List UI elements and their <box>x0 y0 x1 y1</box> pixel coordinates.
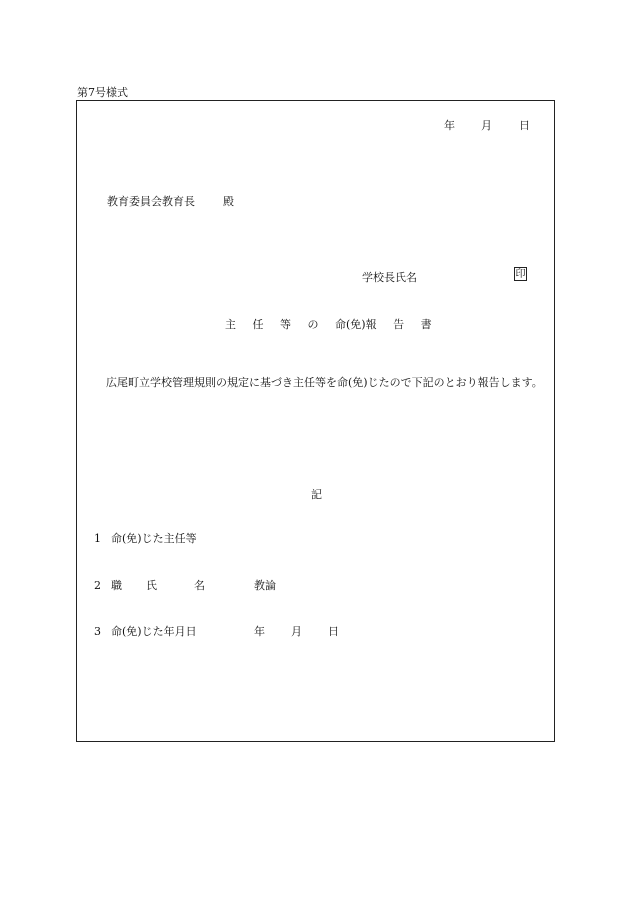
item-label: 命(免)じた主任等 <box>111 532 197 545</box>
addressee-honorific: 殿 <box>223 195 234 208</box>
date-day: 日 <box>519 119 530 132</box>
title-char: 書 <box>420 318 432 331</box>
item-number: 2 <box>94 579 101 592</box>
item-date-year: 年 <box>254 625 265 638</box>
item-title-name <box>94 577 276 593</box>
item-label-part: 職 <box>111 579 122 592</box>
date-year: 年 <box>444 119 455 132</box>
item-value: 教論 <box>254 579 276 592</box>
item-number: 3 <box>94 625 101 638</box>
seal-mark: 印 <box>515 269 526 280</box>
item-label: 命(免)じた年月日 <box>111 625 197 638</box>
report-body-text: 広尾町立学校管理規則の規定に基づき主任等を命(免)じたので下記のとおり報告します。 <box>106 376 543 389</box>
title-char: 任 <box>252 318 264 331</box>
record-mark: 記 <box>311 488 322 501</box>
title-char: 告 <box>393 318 405 331</box>
item-appointment-date <box>94 623 339 639</box>
item-number: 1 <box>94 532 101 545</box>
item-appointed-position <box>94 530 197 546</box>
date-month: 月 <box>481 119 492 132</box>
title-char: 等 <box>280 318 291 331</box>
title-char: 主 <box>225 318 236 331</box>
principal-name-label: 学校長氏名 <box>362 271 417 284</box>
item-label-part: 氏 <box>146 579 157 592</box>
title-char: 命(免)報 <box>335 318 377 331</box>
report-frame <box>76 100 555 742</box>
item-label-part: 名 <box>194 579 205 592</box>
item-date-month: 月 <box>291 625 302 638</box>
title-char: の <box>307 318 319 331</box>
item-date-day: 日 <box>328 625 339 638</box>
addressee-name: 教育委員会教育長 <box>107 195 195 208</box>
addressee <box>107 193 234 209</box>
form-number: 第7号様式 <box>77 86 128 99</box>
document-title <box>225 316 432 332</box>
